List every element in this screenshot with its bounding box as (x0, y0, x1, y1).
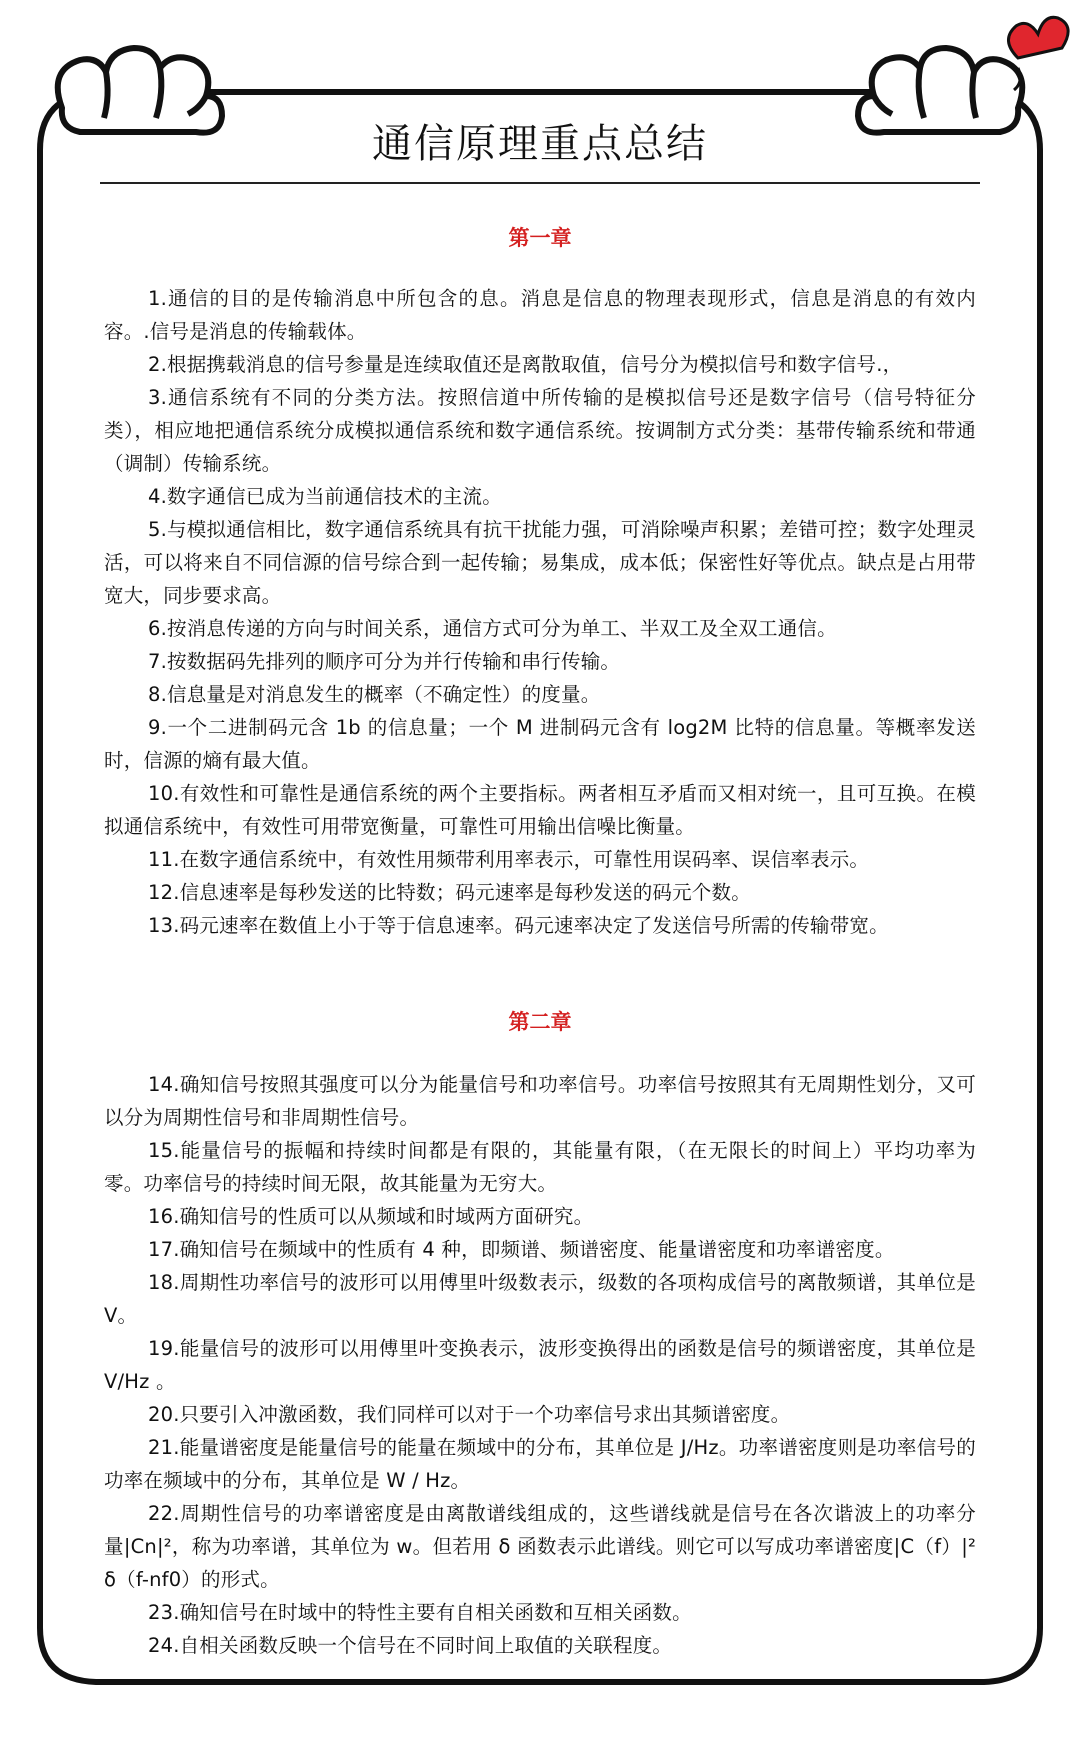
paragraph: 17.确知信号在频域中的性质有 4 种，即频谱、频谱密度、能量谱密度和功率谱密度。 (148, 1238, 895, 1261)
paragraph: 2.根据携载消息的信号参量是连续取值还是离散取值，信号分为模拟信号和数字信号.， (148, 353, 903, 376)
paragraph: 3.通信系统有不同的分类方法。按照信道中所传输的是模拟信号还是数字信号（信号特征分类），相应地把通信系统分成模拟通信系统和数字通信系统。按调制方式分类：基带传输系统和带通（调制）传输系统。 (104, 386, 976, 475)
paragraph: 18.周期性功率信号的波形可以用傅里叶级数表示，级数的各项构成信号的离散频谱，其单位是 V。 (104, 1271, 976, 1327)
paragraph: 10.有效性和可靠性是通信系统的两个主要指标。两者相互矛盾而又相对统一，且可互换。在模拟通信系统中，有效性可用带宽衡量，可靠性可用输出信噪比衡量。 (104, 782, 976, 838)
paragraph: 4.数字通信已成为当前通信技术的主流。 (148, 485, 502, 508)
chapter-1-body (104, 282, 976, 942)
paragraph: 19.能量信号的波形可以用傅里叶变换表示，波形变换得出的函数是信号的频谱密度，其单位是 V/Hz 。 (104, 1337, 976, 1393)
paragraph: 5.与模拟通信相比，数字通信系统具有抗干扰能力强，可消除噪声积累；差错可控；数字处理灵活，可以将来自不同信源的信号综合到一起传输；易集成，成本低；保密性好等优点。缺点是占用带宽大，同步要求高。 (104, 518, 976, 607)
paragraph: 8.信息量是对消息发生的概率（不确定性）的度量。 (148, 683, 601, 706)
chapter-1-heading: 第一章 (508, 226, 572, 250)
paragraph: 6.按消息传递的方向与时间关系，通信方式可分为单工、半双工及全双工通信。 (148, 617, 837, 640)
paragraph: 15.能量信号的振幅和持续时间都是有限的，其能量有限，（在无限长的时间上）平均功率为零。功率信号的持续时间无限，故其能量为无穷大。 (104, 1139, 976, 1195)
paragraph: 7.按数据码先排列的顺序可分为并行传输和串行传输。 (148, 650, 621, 673)
title-divider (100, 182, 980, 184)
paragraph: 24.自相关函数反映一个信号在不同时间上取值的关联程度。 (148, 1634, 673, 1657)
paragraph: 13.码元速率在数值上小于等于信息速率。码元速率决定了发送信号所需的传输带宽。 (148, 914, 889, 937)
page-title: 通信原理重点总结 (372, 121, 708, 167)
paragraph: 23.确知信号在时域中的特性主要有自相关函数和互相关函数。 (148, 1601, 692, 1624)
paragraph: 14.确知信号按照其强度可以分为能量信号和功率信号。功率信号按照其有无周期性划分，又可以分为周期性信号和非周期性信号。 (104, 1073, 976, 1129)
paragraph: 9.一个二进制码元含 1b 的信息量；一个 M 进制码元含有 log2M 比特的信息量。等概率发送时，信源的熵有最大值。 (104, 716, 976, 772)
paragraph: 22.周期性信号的功率谱密度是由离散谱线组成的，这些谱线就是信号在各次谐波上的功率分量|Cn|²，称为功率谱，其单位为 w。但若用 δ 函数表示此谱线。则它可以写成功率谱密度|C（f）|² δ（f-nf0）的形式。 (104, 1502, 976, 1591)
paragraph: 1.通信的目的是传输消息中所包含的息。消息是信息的物理表现形式，信息是消息的有效内容。.信号是消息的传输载体。 (104, 287, 976, 343)
paragraph: 11.在数字通信系统中，有效性用频带利用率表示，可靠性用误码率、误信率表示。 (148, 848, 870, 871)
paragraph: 12.信息速率是每秒发送的比特数；码元速率是每秒发送的码元个数。 (148, 881, 751, 904)
chapter-2-heading: 第二章 (508, 1010, 572, 1034)
paragraph: 21.能量谱密度是能量信号的能量在频域中的分布，其单位是 J/Hz。功率谱密度则是功率信号的功率在频域中的分布，其单位是 W / Hz。 (104, 1436, 976, 1492)
chapter-2-body (104, 1068, 976, 1662)
paragraph: 20.只要引入冲激函数，我们同样可以对于一个功率信号求出其频谱密度。 (148, 1403, 791, 1426)
paragraph: 16.确知信号的性质可以从频域和时域两方面研究。 (148, 1205, 594, 1228)
